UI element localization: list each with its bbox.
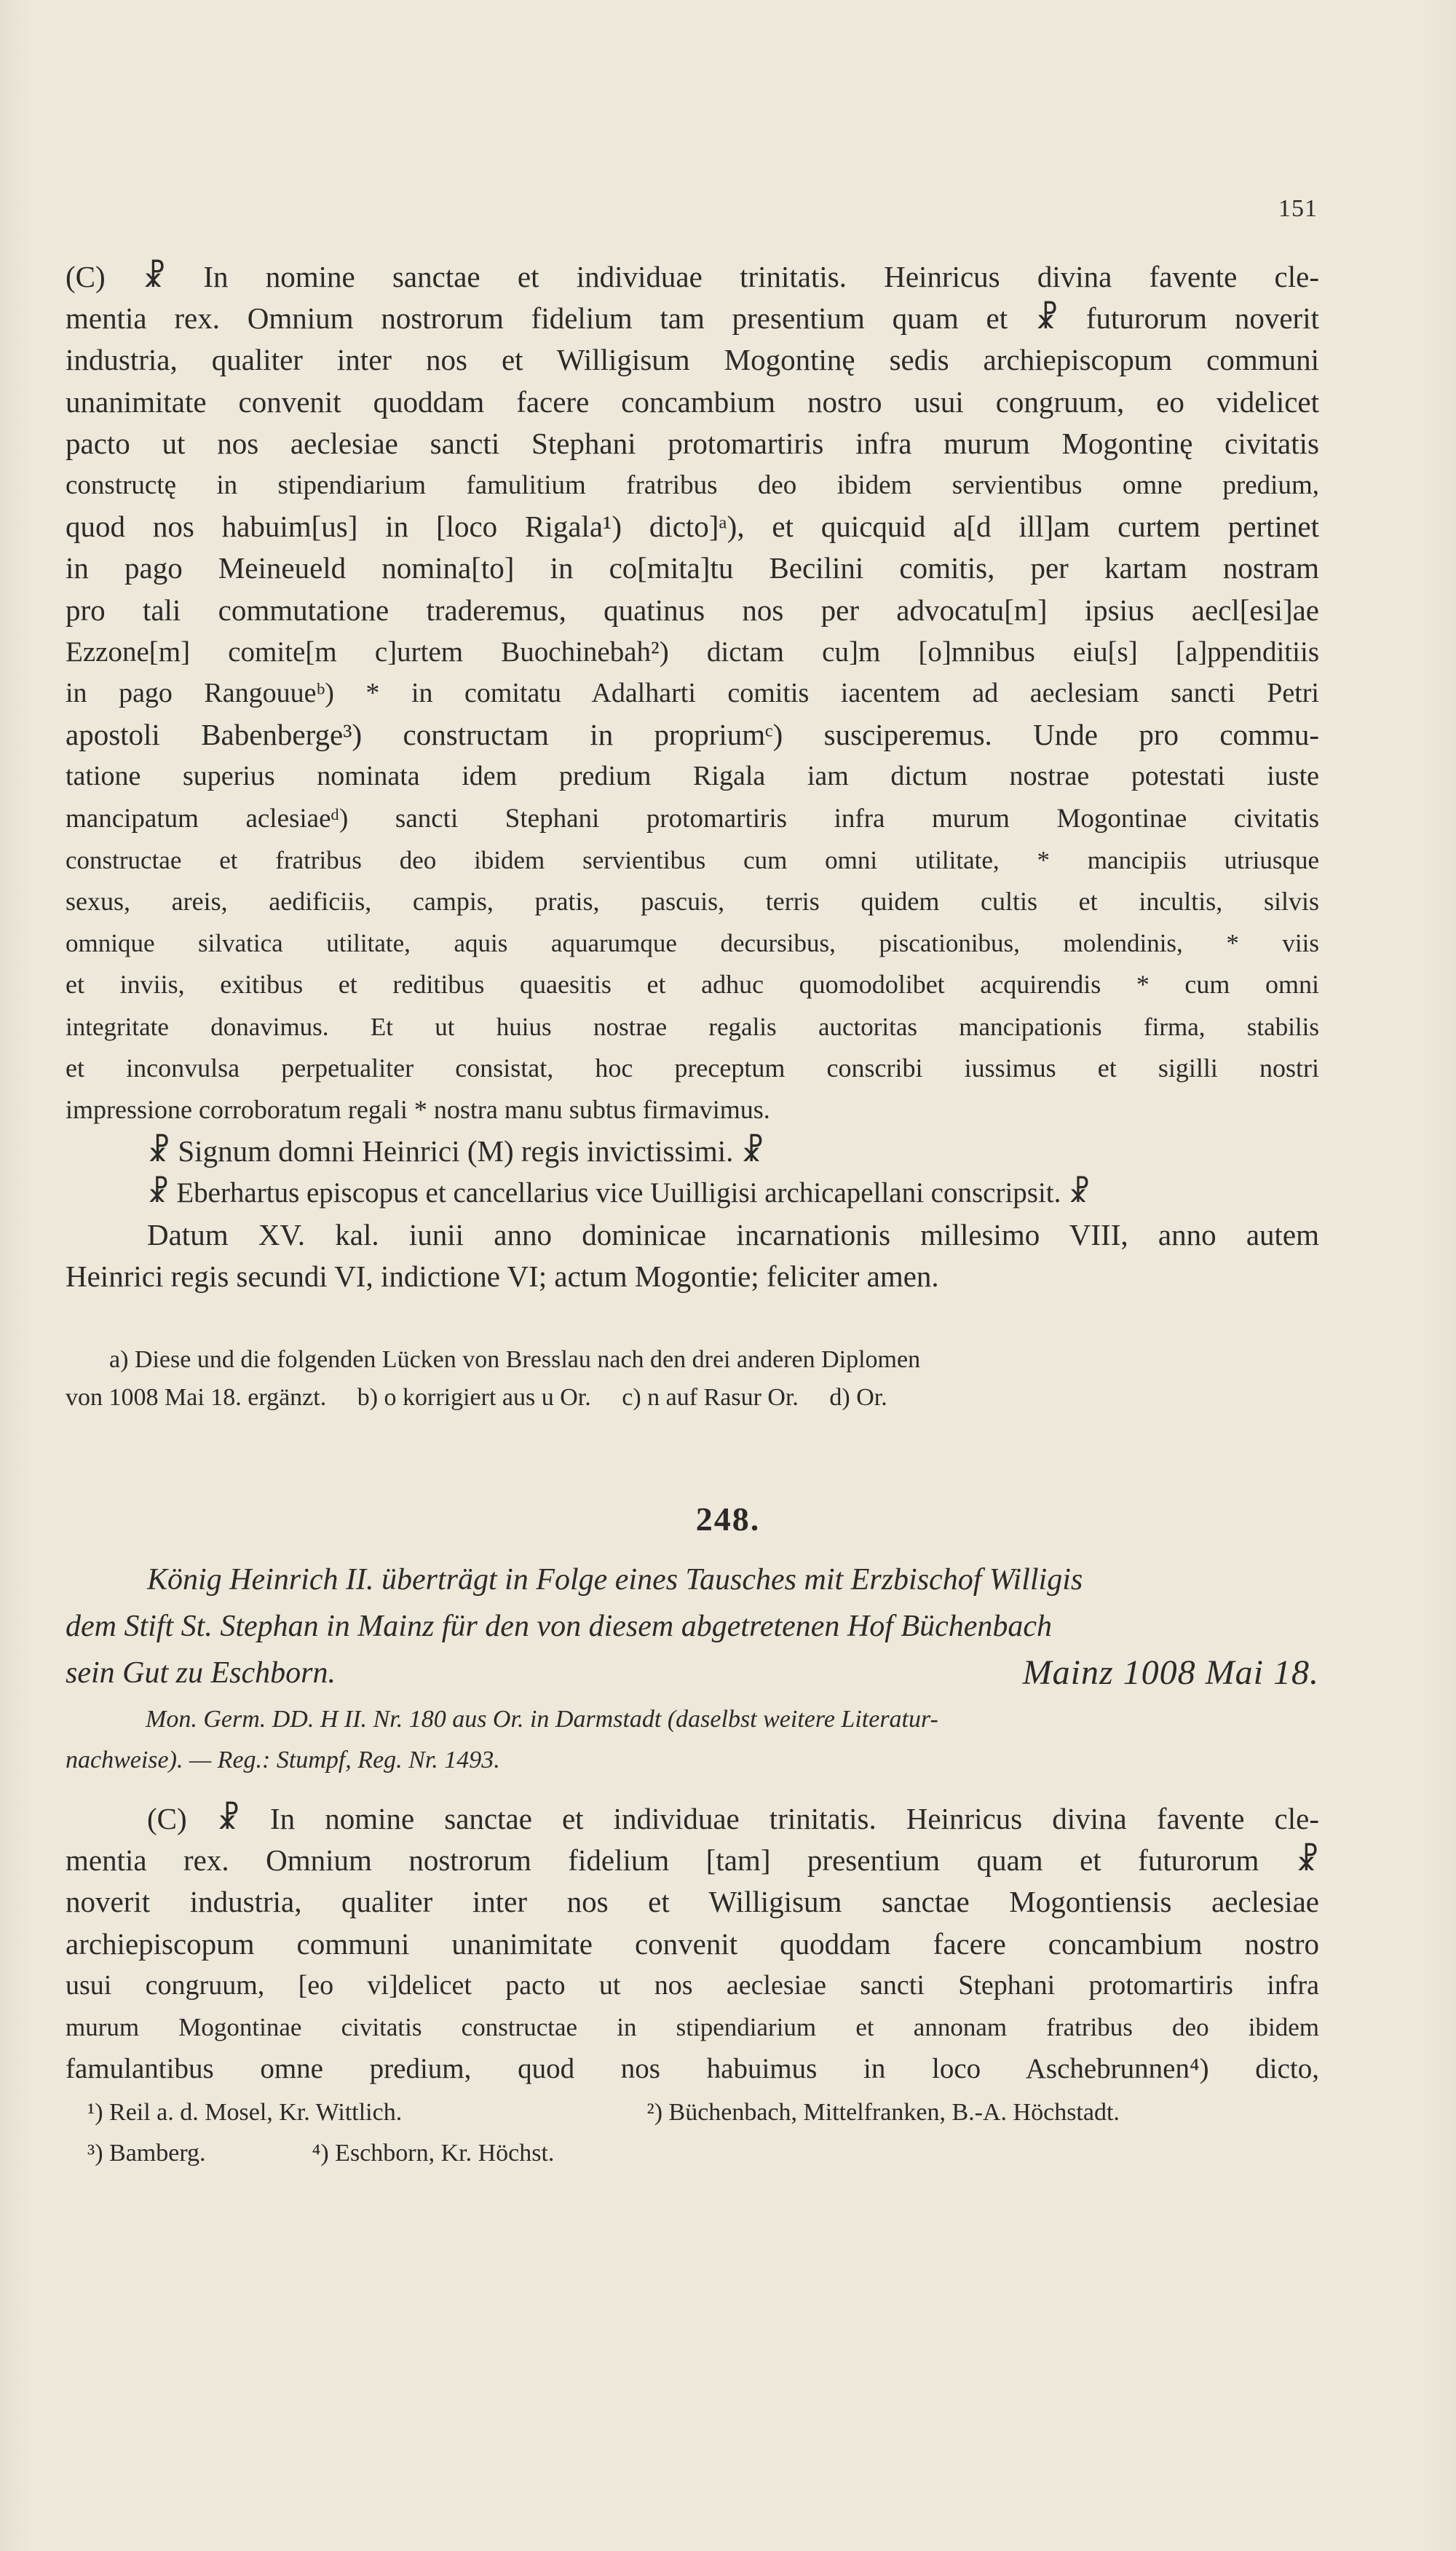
text-line: et inviis, exitibus et reditibus quaesitis et adhuc quomodolibet acquirendis * cum omni bbox=[66, 970, 1319, 1000]
text-line: constructę in stipendiarium famulitium fratribus deo ibidem servientibus omne predium, bbox=[66, 470, 1319, 501]
footnote: ¹) Reil a. d. Mosel, Kr. Wittlich. bbox=[87, 2099, 403, 2126]
text-line: noverit industria, qualiter inter nos et Willigisum sanctae Mogontiensis aeclesiae bbox=[66, 1885, 1319, 1919]
text-line: (C) ☧ In nomine sanctae et individuae trinitatis. Heinricus divina favente cle- bbox=[147, 1802, 1319, 1835]
text-line: Ezzone[m] comite[m c]urtem Buochinebah²) dictam cu]m [o]mnibus eiu[s] [a]ppenditiis bbox=[66, 636, 1319, 668]
text-line: apostoli Babenberge³) constructam in propriumᶜ) susciperemus. Unde pro commu- bbox=[66, 718, 1319, 752]
text-line: mentia rex. Omnium nostrorum fidelium tam presentium quam et ☧ futurorum noverit bbox=[66, 301, 1319, 336]
charter-text-1 bbox=[66, 256, 1319, 1297]
text-line: in pago Rangouueᵇ) * in comitatu Adalharti comitis iacentem ad aeclesiam sancti Petri bbox=[66, 678, 1319, 709]
text-line: et inconvulsa perpetualiter consistat, hoc preceptum conscribi iussimus et sigilli nostri bbox=[66, 1053, 1319, 1083]
page-number: 151 bbox=[1278, 195, 1318, 222]
recognition-line: ☧ Eberhartus episcopus et cancellarius vice Uuilligisi archicapellani conscripsit. ☧ bbox=[147, 1177, 1091, 1209]
text-line: integritate donavimus. Et ut huius nostrae regalis auctoritas mancipationis firma, stabilis bbox=[66, 1012, 1319, 1041]
text-line: quod nos habuim[us] in [loco Rigala¹) dicto]ᵃ), et quicquid a[d ill]am curtem pertinet bbox=[66, 510, 1319, 544]
datum-line: Datum XV. kal. iunii anno dominicae incarnationis millesimo VIII, anno autem bbox=[147, 1217, 1319, 1251]
text-line: sexus, areis, aedificiis, campis, pratis, pascuis, terris quidem cultis et incultis, silvis bbox=[66, 887, 1319, 917]
datum-line: Heinrici regis secundi VI, indictione VI; actum Mogontie; feliciter amen. bbox=[66, 1259, 939, 1293]
regest bbox=[66, 1557, 1319, 1696]
text-line: constructae et fratribus deo ibidem servientibus cum omni utilitate, * mancipiis utriusque bbox=[66, 845, 1319, 874]
text-line: tatione superius nominata idem predium Rigala iam dictum nostrae potestati iuste bbox=[66, 761, 1319, 792]
regest-line: sein Gut zu Eschborn. bbox=[66, 1656, 336, 1690]
source-note bbox=[66, 1699, 1319, 1781]
charter-text-2 bbox=[66, 1798, 1319, 2089]
text-line: usui congruum, [eo vi]delicet pacto ut nos aeclesiae sancti Stephani protomartiris infra bbox=[66, 1969, 1319, 2001]
text-line: industria, qualiter inter nos et Willigisum Mogontinę sedis archiepiscopum communi bbox=[66, 343, 1319, 377]
text-line: in pago Meineueld nomina[to] in co[mita]tu Becilini comitis, per kartam nostram bbox=[66, 551, 1319, 585]
footnotes bbox=[87, 2092, 1319, 2174]
signum-line: ☧ Signum domni Heinrici (M) regis invictissimi. ☧ bbox=[147, 1134, 764, 1168]
document-number: 248. bbox=[695, 1500, 761, 1538]
footnote: ⁴) Eschborn, Kr. Höchst. bbox=[312, 2140, 555, 2167]
text-line: omnique silvatica utilitate, aquis aquarumque decursibus, piscationibus, molendinis, * viis bbox=[66, 929, 1319, 958]
place-date: Mainz 1008 Mai 18. bbox=[1022, 1653, 1319, 1692]
text-line: pro tali commutatione traderemus, quatinus nos per advocatu[m] ipsius aecl[esi]ae bbox=[66, 593, 1319, 627]
note-line: von 1008 Mai 18. ergänzt. b) o korrigiert aus u Or. c) n auf Rasur Or. d) Or. bbox=[66, 1384, 887, 1411]
text-line: impressione corroboratum regali * nostra manu subtus firmavimus. bbox=[66, 1095, 770, 1125]
text-line: archiepiscopum communi unanimitate convenit quoddam facere concambium nostro bbox=[66, 1926, 1319, 1961]
text-line: (C) ☧ In nomine sanctae et individuae trinitatis. Heinricus divina favente cle- bbox=[66, 260, 1319, 293]
text-line: murum Mogontinae civitatis constructae in stipendiarium et annonam fratribus deo ibidem bbox=[66, 2013, 1319, 2042]
text-line: unanimitate convenit quoddam facere concambium nostro usui congruum, eo videlicet bbox=[66, 384, 1319, 419]
text-line: famulantibus omne predium, quod nos habuimus in loco Aschebrunnen⁴) dicto, bbox=[66, 2053, 1319, 2085]
text-line: mentia rex. Omnium nostrorum fidelium [tam] presentium quam et futurorum ☧ bbox=[66, 1843, 1319, 1878]
critical-notes bbox=[66, 1341, 1319, 1417]
note-line: a) Diese und die folgenden Lücken von Bresslau nach den drei anderen Diplomen bbox=[109, 1346, 921, 1373]
regest-line: dem Stift St. Stephan in Mainz für den von diesem abgetretenen Hof Büchenbach bbox=[66, 1610, 1052, 1643]
text-line: pacto ut nos aeclesiae sancti Stephani protomartiris infra murum Mogontinę civitatis bbox=[66, 426, 1319, 460]
source-line: Mon. Germ. DD. H II. Nr. 180 aus Or. in Darmstadt (daselbst weitere Literatur- bbox=[146, 1706, 938, 1733]
footnote: ²) Büchenbach, Mittelfranken, B.-A. Höchstadt. bbox=[646, 2099, 1120, 2126]
footnote: ³) Bamberg. bbox=[87, 2140, 206, 2167]
regest-line: König Heinrich II. überträgt in Folge eines Tausches mit Erzbischof Willigis bbox=[147, 1563, 1083, 1597]
source-line: nachweise). — Reg.: Stumpf, Reg. Nr. 1493. bbox=[66, 1747, 500, 1773]
text-line: mancipatum aclesiaeᵈ) sancti Stephani protomartiris infra murum Mogontinae civitatis bbox=[66, 803, 1319, 834]
